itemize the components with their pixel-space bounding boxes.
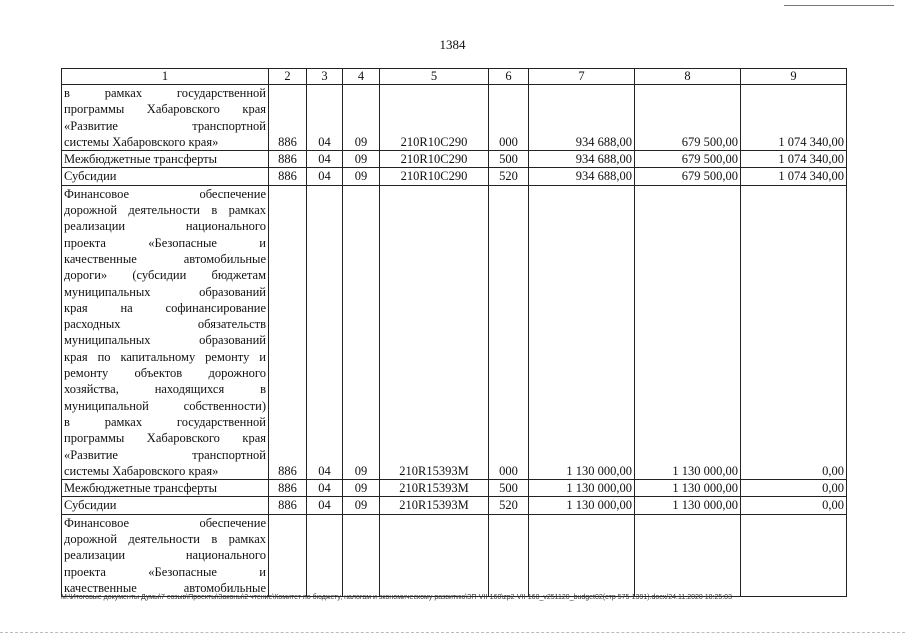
item-name-cell: [62, 514, 269, 596]
item-name-line: программы Хабаровского края: [64, 102, 266, 117]
item-name-line: системы Хабаровского края»: [64, 463, 219, 478]
item-name-line: программы Хабаровского края: [64, 431, 266, 446]
item-name-line: системы Хабаровского края»: [64, 134, 219, 149]
amount-col8-cell: [635, 514, 741, 596]
table-row: [62, 168, 847, 185]
expense-type-cell: 000: [489, 185, 529, 479]
amount-col8-cell: 679 500,00: [635, 151, 741, 168]
amount-col7-cell: 934 688,00: [529, 168, 635, 185]
item-name-cell: [62, 85, 269, 151]
admin-code-cell: [269, 514, 307, 596]
page-bottom-rule: [0, 632, 905, 633]
header-cell: 9: [741, 69, 847, 85]
table-row: [62, 514, 847, 596]
item-name-line: дороги» (субсидии бюджетам: [64, 268, 266, 283]
section-cell: 04: [307, 185, 343, 479]
item-name-line: расходных обязательств: [64, 317, 266, 332]
item-name-line: края на софинансирование: [64, 300, 266, 315]
expense-type-cell: 500: [489, 151, 529, 168]
subsection-cell: 09: [343, 497, 380, 514]
target-article-cell: 210R10C290: [380, 151, 489, 168]
item-name-line: Субсидии: [64, 169, 117, 184]
page-number: 1384: [439, 37, 466, 52]
header-cell: 1: [62, 69, 269, 85]
table-row: [62, 497, 847, 514]
item-name-line: проекта «Безопасные и: [64, 564, 266, 579]
item-name-line: качественные автомобильные: [64, 580, 266, 595]
document-file-path: M:\Итоговые документы Думы\7 созыв\Проекты\Законы\2 чтение\Комитет по бюджету, налогам и экономическому развитию\ЗП-VII-160\zp2-VII-160_v251120_budget02(стр 575-1391).docx/24.11.2020 18:25:03: [61, 594, 732, 601]
amount-col8-cell: 679 500,00: [635, 168, 741, 185]
subsection-cell: 09: [343, 480, 380, 497]
target-article-cell: [380, 514, 489, 596]
header-cell: 7: [529, 69, 635, 85]
item-name-cell: [62, 497, 269, 514]
amount-col9-cell: 1 074 340,00: [741, 151, 847, 168]
amount-col9-cell: 0,00: [741, 480, 847, 497]
item-name-line: Межбюджетные трансферты: [64, 481, 218, 496]
item-name-cell: [62, 168, 269, 185]
section-cell: 04: [307, 480, 343, 497]
item-name-line: дорожной деятельности в рамках: [64, 203, 266, 218]
table-row: [62, 85, 847, 151]
amount-col7-cell: 1 130 000,00: [529, 480, 635, 497]
section-cell: 04: [307, 497, 343, 514]
admin-code-cell: 886: [269, 151, 307, 168]
item-name-line: Межбюджетные трансферты: [64, 152, 218, 167]
subsection-cell: 09: [343, 168, 380, 185]
subsection-cell: 09: [343, 185, 380, 479]
admin-code-cell: 886: [269, 480, 307, 497]
admin-code-cell: 886: [269, 85, 307, 151]
item-name-line: края по капитальному ремонту и: [64, 349, 266, 364]
header-cell: 5: [380, 69, 489, 85]
amount-col8-cell: 1 130 000,00: [635, 185, 741, 479]
item-name-line: проекта «Безопасные и: [64, 235, 266, 250]
item-name-line: в рамках государственной: [64, 414, 266, 429]
subsection-cell: [343, 514, 380, 596]
target-article-cell: 210R10C290: [380, 168, 489, 185]
subsection-cell: 09: [343, 85, 380, 151]
admin-code-cell: 886: [269, 185, 307, 479]
target-article-cell: 210R15393М: [380, 480, 489, 497]
header-cell: 4: [343, 69, 380, 85]
amount-col9-cell: 0,00: [741, 497, 847, 514]
expense-type-cell: 520: [489, 497, 529, 514]
item-name-cell: [62, 151, 269, 168]
item-name-line: качественные автомобильные: [64, 251, 266, 266]
table-row: [62, 151, 847, 168]
section-cell: 04: [307, 151, 343, 168]
subsection-cell: 09: [343, 151, 380, 168]
amount-col7-cell: 1 130 000,00: [529, 497, 635, 514]
target-article-cell: 210R15393М: [380, 497, 489, 514]
expense-type-cell: 000: [489, 85, 529, 151]
item-name-line: Финансовое обеспечение: [64, 515, 266, 530]
header-cell: 2: [269, 69, 307, 85]
item-name-cell: [62, 480, 269, 497]
item-name-line: дорожной деятельности в рамках: [64, 532, 266, 547]
item-name-line: «Развитие транспортной: [64, 447, 266, 462]
amount-col8-cell: 1 130 000,00: [635, 480, 741, 497]
target-article-cell: 210R15393М: [380, 185, 489, 479]
header-cell: 3: [307, 69, 343, 85]
amount-col8-cell: 1 130 000,00: [635, 497, 741, 514]
section-cell: [307, 514, 343, 596]
amount-col9-cell: 1 074 340,00: [741, 168, 847, 185]
amount-col7-cell: 1 130 000,00: [529, 185, 635, 479]
item-name-line: муниципальных образований: [64, 333, 266, 348]
budget-table: [61, 68, 847, 597]
admin-code-cell: 886: [269, 497, 307, 514]
table-row: [62, 185, 847, 479]
target-article-cell: 210R10C290: [380, 85, 489, 151]
amount-col7-cell: 934 688,00: [529, 85, 635, 151]
item-name-cell: [62, 185, 269, 479]
column-number-header: [62, 69, 847, 85]
section-cell: 04: [307, 85, 343, 151]
admin-code-cell: 886: [269, 168, 307, 185]
amount-col7-cell: [529, 514, 635, 596]
expense-type-cell: 520: [489, 168, 529, 185]
item-name-line: реализации национального: [64, 548, 266, 563]
amount-col9-cell: 0,00: [741, 185, 847, 479]
item-name-line: муниципальной собственности): [64, 398, 266, 413]
item-name-line: Финансовое обеспечение: [64, 186, 266, 201]
amount-col9-cell: 1 074 340,00: [741, 85, 847, 151]
amount-col9-cell: [741, 514, 847, 596]
header-cell: 8: [635, 69, 741, 85]
item-name-line: реализации национального: [64, 219, 266, 234]
item-name-line: «Развитие транспортной: [64, 118, 266, 133]
item-name-line: в рамках государственной: [64, 86, 266, 100]
header-cell: 6: [489, 69, 529, 85]
section-cell: 04: [307, 168, 343, 185]
item-name-line: Субсидии: [64, 498, 117, 513]
top-edge-rule: [784, 5, 894, 6]
item-name-line: ремонту объектов дорожного: [64, 366, 266, 381]
expense-type-cell: [489, 514, 529, 596]
expense-type-cell: 500: [489, 480, 529, 497]
item-name-line: муниципальных образований: [64, 284, 266, 299]
table-row: [62, 480, 847, 497]
amount-col7-cell: 934 688,00: [529, 151, 635, 168]
item-name-line: хозяйства, находящихся в: [64, 382, 266, 397]
amount-col8-cell: 679 500,00: [635, 85, 741, 151]
